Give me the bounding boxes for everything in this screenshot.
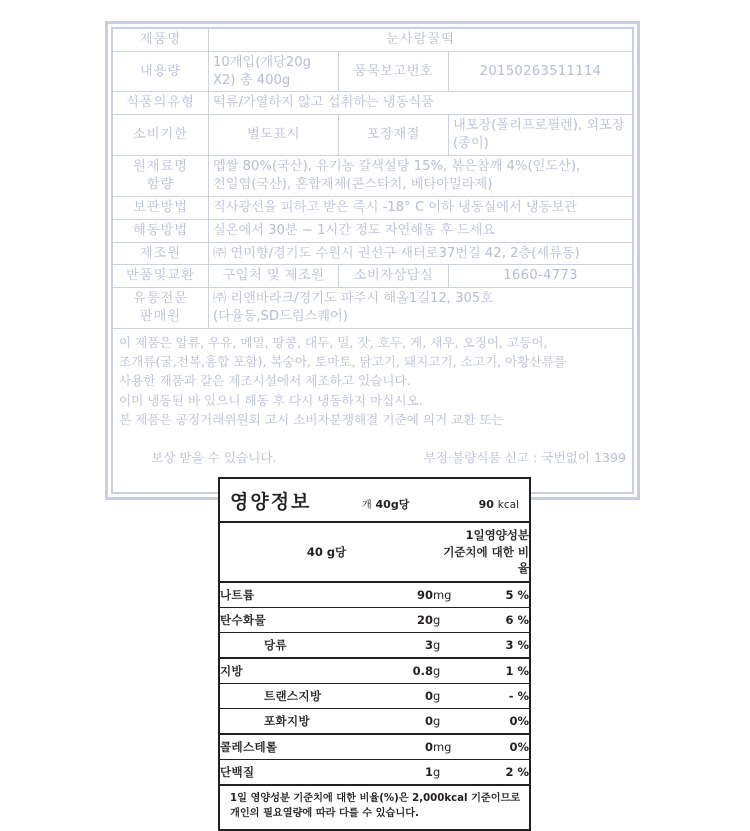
row-header-distributor-line1: 유통전문 [133,291,188,307]
row-value-manufacturer: ㈜ 연미향/경기도 수원시 권선구 새터로37번길 42, 2층(세류동) [209,242,633,265]
ingredients-line2: 천일염(국산), 혼합제제(콘스타치, 베타아밀라제) [213,176,493,192]
row-header-distributor [113,288,209,329]
notice-line-6-left: 보상 받을 수 있습니다. [151,449,277,465]
row-value-ingredients [209,155,633,196]
nutrient-name: 단백질 [220,760,385,785]
notice-line-1: 이 제품은 알류, 우유, 메밀, 땅콩, 대두, 밀, 잣, 호두, 게, 새우, 오징어, 고등어, [119,335,548,351]
row-header-storage: 보관방법 [113,196,209,219]
notice-line-2: 조개류(굴,전복,홍합 포함), 복숭아, 토마토, 닭고기, 돼지고기, 소고기, 아황산류를 [119,354,567,370]
table-row [220,734,529,760]
nutrient-daily-value: - % [467,684,529,709]
dv-header-line2: 기준치에 대한 비율 [443,544,529,576]
nutrient-name: 콜레스테롤 [220,734,385,760]
nutrient-unit: g [433,658,467,684]
nutrition-header [220,479,529,521]
row-value-consumer-center-phone: 1660-4773 [449,265,633,288]
row-value-product-name: 눈사람꿀떡 [209,29,633,52]
row-header-ingredients-line2: 함량 [146,176,175,192]
nutrition-facts-panel [218,477,531,831]
nutrition-serving-size [362,496,449,512]
nutrient-name: 탄수화물 [220,608,385,633]
notice-line-5: 본 제품은 공정거래위원회 고시 소비자분쟁해결 기준에 의거 교환 또는 [119,411,504,427]
row-header-product-name: 제품명 [113,29,209,52]
row-header-packaging-material: 포장재질 [339,115,449,156]
row-header-ingredients [113,155,209,196]
nutrient-amount: 0 [385,734,433,760]
nutrition-title: 영양정보 [230,491,312,513]
row-header-expiry: 소비기한 [113,115,209,156]
table-row [220,760,529,785]
row-header-food-type: 식품의유형 [113,92,209,115]
nutrient-unit: g [433,608,467,633]
food-report-hotline: 부정·불량식품 신고 : 국번없이 1399 [423,449,626,465]
nutrient-unit: g [433,709,467,735]
table-row-expiry [113,115,633,156]
row-header-manufacturer: 제조원 [113,242,209,265]
row-header-ingredients-line1: 원재료명 [133,159,188,175]
table-row-thawing [113,219,633,242]
row-header-report-number: 품목보고번호 [339,51,449,92]
table-row [220,608,529,633]
row-header-thawing: 해동방법 [113,219,209,242]
notice-line-3: 사용한 제품과 같은 제조시설에서 제조하고 있습니다. [119,373,411,389]
product-information-table [112,28,633,329]
nutrient-daily-value: 1 % [467,658,529,684]
product-information-label [105,21,640,500]
nutrient-unit: mg [433,582,467,608]
nutrient-daily-value: 0% [467,709,529,735]
nutrient-name: 나트륨 [220,582,385,608]
serving-size-value: 40g당 [375,498,410,511]
row-header-content-volume: 내용량 [113,51,209,92]
dv-header-line1: 1일영양성분 [465,528,529,542]
row-value-food-type: 떡류/가열하지 않고 섭취하는 냉동식품 [209,92,633,115]
nutrient-amount: 0 [385,684,433,709]
table-row-food-type [113,92,633,115]
product-label-inner-frame [111,27,634,494]
row-header-returns: 반품및교환 [113,265,209,288]
notice-line-4: 이미 냉동된 바 있으니 해동 후 다시 냉동하지 마십시오. [119,392,423,408]
nutrition-calories [449,498,519,511]
row-value-thawing: 실온에서 30분 ~ 1시간 정도 자연해동 후 드세요 [209,219,633,242]
distributor-line2: (다율동,SD드림스퀘어) [213,309,348,325]
footnote-line-1: 1일 영양성분 기준치에 대한 비율(%)은 2,000kcal 기준이므로 [230,793,521,805]
nutrient-daily-value: 2 % [467,760,529,785]
table-row-ingredients [113,155,633,196]
ingredients-line1: 멥쌀 80%(국산), 유기농 갈색설탕 15%, 볶은참깨 4%(인도산), [213,159,581,175]
nutrient-amount: 20 [385,608,433,633]
serving-prefix: 개 [362,500,372,511]
nutrition-basis-label: 40 g당 [220,522,433,582]
row-value-report-number: 20150263511114 [449,51,633,92]
allergen-and-legal-notice [112,329,633,493]
nutrient-daily-value: 6 % [467,608,529,633]
nutrition-facts-table [220,521,529,784]
table-row-storage [113,196,633,219]
nutrient-name: 당류 [220,633,385,659]
nutrient-name: 지방 [220,658,385,684]
table-row [220,633,529,659]
nutrition-footnote [220,784,529,829]
nutrient-daily-value: 5 % [467,582,529,608]
nutrient-unit: g [433,633,467,659]
nutrient-daily-value: 0% [467,734,529,760]
distributor-line1: ㈜ 리앤바라크/경기도 파주시 해올1길12, 305호 [213,291,494,307]
nutrition-subheader-row [220,522,529,582]
row-value-returns: 구입처 및 제조원 [209,265,339,288]
row-header-consumer-center: 소비자상담실 [339,265,449,288]
row-value-content-volume: 10개입(개당20g X2) 총 400g [209,51,339,92]
table-row [220,582,529,608]
nutrient-amount: 3 [385,633,433,659]
nutrient-daily-value: 3 % [467,633,529,659]
nutrient-unit: mg [433,734,467,760]
row-value-distributor [209,288,633,329]
row-value-packaging-material: 내포장(폴리프로필렌), 외포장(종이) [449,115,633,156]
table-row-content-volume [113,51,633,92]
nutrient-unit: g [433,760,467,785]
table-row [220,709,529,735]
table-row [220,684,529,709]
calories-value: 90 [478,498,494,511]
row-value-storage: 직사광선을 피하고 받은 즉시 -18° C 이하 냉동실에서 냉동보관 [209,196,633,219]
nutrient-name: 포화지방 [220,709,385,735]
row-value-expiry: 별도표시 [209,115,339,156]
nutrient-amount: 0.8 [385,658,433,684]
nutrient-amount: 90 [385,582,433,608]
calories-unit: kcal [497,499,519,511]
nutrition-dv-header [433,522,529,582]
table-row [220,658,529,684]
row-header-distributor-line2: 판매원 [139,309,182,325]
nutrient-amount: 1 [385,760,433,785]
nutrient-name: 트랜스지방 [220,684,385,709]
footnote-line-2: 개인의 필요열량에 따라 다를 수 있습니다. [230,808,419,820]
table-row-returns [113,265,633,288]
nutrient-unit: g [433,684,467,709]
table-row-distributor [113,288,633,329]
nutrient-amount: 0 [385,709,433,735]
table-row-manufacturer [113,242,633,265]
table-row-product-name [113,29,633,52]
